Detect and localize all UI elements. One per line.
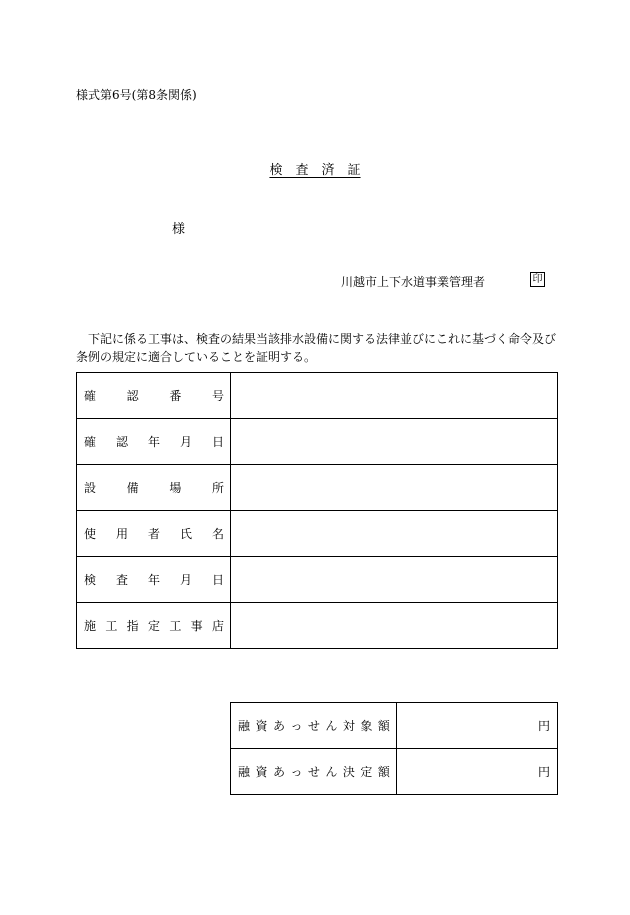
document-title-text — [269, 163, 360, 178]
value-cell[interactable] — [231, 603, 558, 649]
row-label — [77, 617, 230, 634]
label-char: 融 — [238, 765, 251, 779]
label-char: せ — [307, 719, 320, 733]
table-row — [77, 511, 558, 557]
label-char: ん — [325, 765, 338, 779]
label-cell — [77, 557, 231, 603]
document-title — [0, 159, 630, 178]
row-label — [231, 763, 396, 780]
label-cell — [231, 749, 397, 795]
certification-line-1: 下記に係る工事は、検査の結果当該排水設備に関する法律並びにこれに基づく命令及び — [88, 332, 557, 346]
certification-line-2: 条例の規定に適合していることを証明する。 — [76, 350, 317, 364]
label-char: 対 — [342, 719, 355, 733]
value-cell[interactable] — [231, 465, 558, 511]
label-char: ん — [325, 719, 338, 733]
label-char: 事 — [190, 619, 203, 633]
row-label — [77, 479, 230, 496]
label-char: 設 — [84, 481, 97, 495]
issuer-name: 川越市上下水道事業管理者 — [341, 275, 486, 289]
amount-cell[interactable] — [397, 749, 558, 795]
row-label — [77, 571, 230, 588]
label-char: 工 — [169, 619, 182, 633]
label-char: あ — [272, 719, 285, 733]
label-char: 備 — [126, 481, 139, 495]
label-char: 検 — [84, 573, 97, 587]
table-row — [77, 603, 558, 649]
title-char: 査 — [295, 163, 309, 178]
label-char: 月 — [179, 435, 192, 449]
label-char: 日 — [211, 573, 224, 587]
label-char: 確 — [84, 435, 97, 449]
label-char: 象 — [360, 719, 373, 733]
table-row — [77, 557, 558, 603]
value-cell[interactable] — [231, 373, 558, 419]
label-cell — [77, 465, 231, 511]
label-char: せ — [307, 765, 320, 779]
value-cell[interactable] — [231, 511, 558, 557]
label-char: 資 — [255, 765, 268, 779]
label-char: 者 — [147, 527, 160, 541]
label-char: 査 — [115, 573, 128, 587]
label-char: 融 — [238, 719, 251, 733]
row-label — [231, 717, 396, 734]
table-row — [231, 749, 558, 795]
label-cell — [231, 703, 397, 749]
title-char: 済 — [321, 163, 335, 178]
seal-mark: 印 — [530, 272, 545, 287]
label-cell — [77, 603, 231, 649]
label-char: 年 — [147, 435, 160, 449]
label-char: 使 — [84, 527, 97, 541]
yen-unit: 円 — [537, 765, 550, 779]
row-label — [77, 525, 230, 542]
certification-statement — [76, 330, 558, 366]
label-char: 額 — [377, 765, 390, 779]
label-char: っ — [290, 765, 303, 779]
label-char: 所 — [211, 481, 224, 495]
label-char: 年 — [147, 573, 160, 587]
label-char: 認 — [126, 389, 139, 403]
label-char: 氏 — [179, 527, 192, 541]
title-char: 検 — [269, 163, 283, 178]
label-char: 日 — [211, 435, 224, 449]
label-char: 額 — [377, 719, 390, 733]
label-char: あ — [272, 765, 285, 779]
row-label — [77, 387, 230, 404]
label-char: 工 — [105, 619, 118, 633]
label-char: 資 — [255, 719, 268, 733]
financing-table — [230, 702, 558, 795]
title-char: 証 — [347, 163, 361, 178]
label-char: 店 — [211, 619, 224, 633]
addressee-honorific: 様 — [172, 222, 186, 237]
label-char: 用 — [115, 527, 128, 541]
label-char: 定 — [147, 619, 160, 633]
label-cell — [77, 373, 231, 419]
label-cell — [77, 419, 231, 465]
inspection-details-table — [76, 372, 558, 649]
label-cell — [77, 511, 231, 557]
row-label — [77, 433, 230, 450]
label-char: 名 — [211, 527, 224, 541]
label-char: 認 — [115, 435, 128, 449]
form-number: 様式第6号(第8条関係) — [76, 88, 197, 102]
amount-cell[interactable] — [397, 703, 558, 749]
label-char: 月 — [179, 573, 192, 587]
label-char: 定 — [360, 765, 373, 779]
label-char: 号 — [211, 389, 224, 403]
label-char: 施 — [84, 619, 97, 633]
table-row — [77, 419, 558, 465]
label-char: 指 — [126, 619, 139, 633]
label-char: っ — [290, 719, 303, 733]
label-char: 確 — [84, 389, 97, 403]
table-row — [77, 373, 558, 419]
value-cell[interactable] — [231, 557, 558, 603]
label-char: 場 — [169, 481, 182, 495]
label-char: 番 — [169, 389, 182, 403]
yen-unit: 円 — [537, 719, 550, 733]
value-cell[interactable] — [231, 419, 558, 465]
table-row — [77, 465, 558, 511]
label-char: 決 — [342, 765, 355, 779]
table-row — [231, 703, 558, 749]
